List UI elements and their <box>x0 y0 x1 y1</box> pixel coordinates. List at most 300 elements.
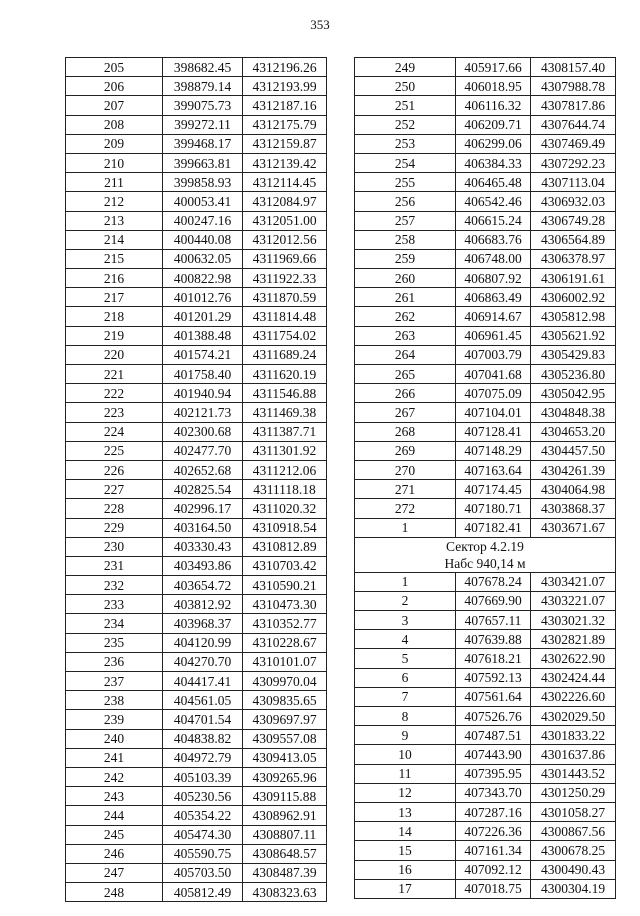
table-row <box>66 537 327 556</box>
y-coordinate: 4309697.97 <box>243 710 327 729</box>
point-number: 10 <box>355 745 456 764</box>
coordinates-table-left <box>65 57 327 902</box>
table-row <box>355 422 616 441</box>
point-number: 216 <box>66 269 163 288</box>
point-number: 235 <box>66 633 163 652</box>
y-coordinate: 4311118.18 <box>243 480 327 499</box>
y-coordinate: 4309115.88 <box>243 787 327 806</box>
point-number: 230 <box>66 537 163 556</box>
point-number: 254 <box>355 153 456 172</box>
table-row <box>355 384 616 403</box>
x-coordinate: 400632.05 <box>163 249 243 268</box>
table-row <box>355 630 616 649</box>
y-coordinate: 4311301.92 <box>243 441 327 460</box>
table-row <box>355 288 616 307</box>
point-number: 239 <box>66 710 163 729</box>
table-row <box>66 153 327 172</box>
x-coordinate: 405354.22 <box>163 806 243 825</box>
table-row <box>355 326 616 345</box>
y-coordinate: 4305236.80 <box>531 365 616 384</box>
y-coordinate: 4310473.30 <box>243 595 327 614</box>
table-row <box>66 806 327 825</box>
table-row <box>66 384 327 403</box>
x-coordinate: 401574.21 <box>163 345 243 364</box>
y-coordinate: 4302821.89 <box>531 630 616 649</box>
table-row <box>355 365 616 384</box>
y-coordinate: 4310918.54 <box>243 518 327 537</box>
point-number: 212 <box>66 192 163 211</box>
y-coordinate: 4312114.45 <box>243 173 327 192</box>
point-number: 245 <box>66 825 163 844</box>
point-number: 228 <box>66 499 163 518</box>
table-row <box>355 441 616 460</box>
table-row <box>66 614 327 633</box>
table-row <box>355 307 616 326</box>
point-number: 227 <box>66 480 163 499</box>
y-coordinate: 4311620.19 <box>243 365 327 384</box>
x-coordinate: 403330.43 <box>163 537 243 556</box>
point-number: 252 <box>355 115 456 134</box>
y-coordinate: 4310101.07 <box>243 652 327 671</box>
point-number: 207 <box>66 96 163 115</box>
table-row <box>66 691 327 710</box>
y-coordinate: 4312051.00 <box>243 211 327 230</box>
y-coordinate: 4311546.88 <box>243 384 327 403</box>
y-coordinate: 4312175.79 <box>243 115 327 134</box>
point-number: 251 <box>355 96 456 115</box>
table-row <box>355 499 616 518</box>
y-coordinate: 4304261.39 <box>531 460 616 479</box>
y-coordinate: 4304457.50 <box>531 441 616 460</box>
y-coordinate: 4308807.11 <box>243 825 327 844</box>
table-row <box>355 783 616 802</box>
table-row <box>66 288 327 307</box>
table-row <box>355 802 616 821</box>
table-row <box>355 96 616 115</box>
table-row <box>66 403 327 422</box>
table-row <box>66 211 327 230</box>
x-coordinate: 407003.79 <box>456 345 531 364</box>
y-coordinate: 4311469.38 <box>243 403 327 422</box>
y-coordinate: 4302226.60 <box>531 687 616 706</box>
table-row <box>355 591 616 610</box>
y-coordinate: 4310812.89 <box>243 537 327 556</box>
x-coordinate: 406299.06 <box>456 134 531 153</box>
x-coordinate: 406615.24 <box>456 211 531 230</box>
y-coordinate: 4312196.26 <box>243 58 327 77</box>
x-coordinate: 403812.92 <box>163 595 243 614</box>
point-number: 241 <box>66 748 163 767</box>
point-number: 3 <box>355 611 456 630</box>
point-number: 7 <box>355 687 456 706</box>
y-coordinate: 4312187.16 <box>243 96 327 115</box>
x-coordinate: 402825.54 <box>163 480 243 499</box>
y-coordinate: 4300304.19 <box>531 879 616 898</box>
point-number: 264 <box>355 345 456 364</box>
page-number: 353 <box>310 17 330 32</box>
x-coordinate: 407592.13 <box>456 668 531 687</box>
point-number: 5 <box>355 649 456 668</box>
x-coordinate: 407161.34 <box>456 841 531 860</box>
point-number: 206 <box>66 77 163 96</box>
point-number: 247 <box>66 863 163 882</box>
x-coordinate: 402652.68 <box>163 460 243 479</box>
table-row <box>66 825 327 844</box>
x-coordinate: 399468.17 <box>163 134 243 153</box>
point-number: 16 <box>355 860 456 879</box>
table-row <box>66 748 327 767</box>
x-coordinate: 406748.00 <box>456 249 531 268</box>
table-row <box>66 844 327 863</box>
y-coordinate: 4304064.98 <box>531 480 616 499</box>
point-number: 219 <box>66 326 163 345</box>
x-coordinate: 402996.17 <box>163 499 243 518</box>
point-number: 6 <box>355 668 456 687</box>
table-row <box>355 77 616 96</box>
y-coordinate: 4309835.65 <box>243 691 327 710</box>
x-coordinate: 404972.79 <box>163 748 243 767</box>
point-number: 242 <box>66 767 163 786</box>
x-coordinate: 401201.29 <box>163 307 243 326</box>
x-coordinate: 405812.49 <box>163 883 243 902</box>
table-row <box>66 173 327 192</box>
table-row <box>66 883 327 902</box>
table-row <box>355 687 616 706</box>
point-number: 1 <box>355 518 456 537</box>
table-row <box>66 134 327 153</box>
x-coordinate: 407104.01 <box>456 403 531 422</box>
y-coordinate: 4308962.91 <box>243 806 327 825</box>
table-row <box>355 745 616 764</box>
y-coordinate: 4307988.78 <box>531 77 616 96</box>
x-coordinate: 407180.71 <box>456 499 531 518</box>
point-number: 11 <box>355 764 456 783</box>
x-coordinate: 401758.40 <box>163 365 243 384</box>
point-number: 265 <box>355 365 456 384</box>
x-coordinate: 406683.76 <box>456 230 531 249</box>
x-coordinate: 405703.50 <box>163 863 243 882</box>
x-coordinate: 406961.45 <box>456 326 531 345</box>
table-row <box>66 345 327 364</box>
table-row <box>66 58 327 77</box>
point-number: 205 <box>66 58 163 77</box>
y-coordinate: 4312139.42 <box>243 153 327 172</box>
x-coordinate: 405474.30 <box>163 825 243 844</box>
y-coordinate: 4300678.25 <box>531 841 616 860</box>
table-row <box>355 649 616 668</box>
x-coordinate: 407669.90 <box>456 591 531 610</box>
y-coordinate: 4310703.42 <box>243 556 327 575</box>
table-row <box>355 726 616 745</box>
point-number: 270 <box>355 460 456 479</box>
x-coordinate: 403968.37 <box>163 614 243 633</box>
table-row <box>66 249 327 268</box>
table-row <box>355 211 616 230</box>
x-coordinate: 407395.95 <box>456 764 531 783</box>
point-number: 238 <box>66 691 163 710</box>
point-number: 213 <box>66 211 163 230</box>
point-number: 9 <box>355 726 456 745</box>
table-row <box>355 822 616 841</box>
y-coordinate: 4301443.52 <box>531 764 616 783</box>
table-row <box>66 422 327 441</box>
y-coordinate: 4303021.32 <box>531 611 616 630</box>
y-coordinate: 4311922.33 <box>243 269 327 288</box>
table-row <box>355 345 616 364</box>
x-coordinate: 401388.48 <box>163 326 243 345</box>
point-number: 233 <box>66 595 163 614</box>
x-coordinate: 407128.41 <box>456 422 531 441</box>
x-coordinate: 404701.54 <box>163 710 243 729</box>
table-row <box>66 652 327 671</box>
point-number: 222 <box>66 384 163 403</box>
x-coordinate: 407163.64 <box>456 460 531 479</box>
point-number: 262 <box>355 307 456 326</box>
x-coordinate: 405103.39 <box>163 767 243 786</box>
table-row <box>66 365 327 384</box>
point-number: 269 <box>355 441 456 460</box>
table-row <box>355 58 616 77</box>
point-number: 250 <box>355 77 456 96</box>
y-coordinate: 4311754.02 <box>243 326 327 345</box>
y-coordinate: 4312159.87 <box>243 134 327 153</box>
point-number: 257 <box>355 211 456 230</box>
table-row <box>355 153 616 172</box>
point-number: 249 <box>355 58 456 77</box>
section-title: Сектор 4.2.19 <box>446 538 524 554</box>
x-coordinate: 407657.11 <box>456 611 531 630</box>
y-coordinate: 4301637.86 <box>531 745 616 764</box>
x-coordinate: 406209.71 <box>456 115 531 134</box>
table-row <box>355 230 616 249</box>
y-coordinate: 4308487.39 <box>243 863 327 882</box>
point-number: 2 <box>355 591 456 610</box>
x-coordinate: 400440.08 <box>163 230 243 249</box>
y-coordinate: 4308648.57 <box>243 844 327 863</box>
point-number: 17 <box>355 879 456 898</box>
table-row <box>66 326 327 345</box>
table-row <box>355 764 616 783</box>
y-coordinate: 4312193.99 <box>243 77 327 96</box>
point-number: 258 <box>355 230 456 249</box>
table-row <box>66 595 327 614</box>
table-row <box>355 480 616 499</box>
y-coordinate: 4311814.48 <box>243 307 327 326</box>
table-row <box>66 230 327 249</box>
y-coordinate: 4311969.66 <box>243 249 327 268</box>
y-coordinate: 4306564.89 <box>531 230 616 249</box>
point-number: 260 <box>355 269 456 288</box>
point-number: 263 <box>355 326 456 345</box>
y-coordinate: 4305429.83 <box>531 345 616 364</box>
x-coordinate: 399858.93 <box>163 173 243 192</box>
y-coordinate: 4308323.63 <box>243 883 327 902</box>
x-coordinate: 407487.51 <box>456 726 531 745</box>
x-coordinate: 406018.95 <box>456 77 531 96</box>
y-coordinate: 4301250.29 <box>531 783 616 802</box>
point-number: 266 <box>355 384 456 403</box>
point-number: 1 <box>355 572 456 591</box>
x-coordinate: 407343.70 <box>456 783 531 802</box>
table-row <box>355 518 616 537</box>
table-row <box>66 518 327 537</box>
point-number: 267 <box>355 403 456 422</box>
x-coordinate: 400247.16 <box>163 211 243 230</box>
y-coordinate: 4306932.03 <box>531 192 616 211</box>
table-row <box>355 879 616 898</box>
table-row <box>66 710 327 729</box>
x-coordinate: 402300.68 <box>163 422 243 441</box>
y-coordinate: 4305621.92 <box>531 326 616 345</box>
point-number: 217 <box>66 288 163 307</box>
y-coordinate: 4311387.71 <box>243 422 327 441</box>
point-number: 223 <box>66 403 163 422</box>
x-coordinate: 402121.73 <box>163 403 243 422</box>
y-coordinate: 4309557.08 <box>243 729 327 748</box>
y-coordinate: 4311689.24 <box>243 345 327 364</box>
y-coordinate: 4312084.97 <box>243 192 327 211</box>
table-row <box>355 249 616 268</box>
x-coordinate: 403654.72 <box>163 576 243 595</box>
table-row <box>355 269 616 288</box>
y-coordinate: 4306191.61 <box>531 269 616 288</box>
table-row <box>66 480 327 499</box>
x-coordinate: 403164.50 <box>163 518 243 537</box>
x-coordinate: 407092.12 <box>456 860 531 879</box>
table-row <box>66 556 327 575</box>
y-coordinate: 4311212.06 <box>243 460 327 479</box>
y-coordinate: 4311870.59 <box>243 288 327 307</box>
point-number: 209 <box>66 134 163 153</box>
point-number: 224 <box>66 422 163 441</box>
x-coordinate: 407174.45 <box>456 480 531 499</box>
table-row <box>355 403 616 422</box>
table-row <box>355 192 616 211</box>
y-coordinate: 4309413.05 <box>243 748 327 767</box>
table-row <box>66 863 327 882</box>
x-coordinate: 398682.45 <box>163 58 243 77</box>
table-row <box>66 729 327 748</box>
y-coordinate: 4301058.27 <box>531 802 616 821</box>
y-coordinate: 4307292.23 <box>531 153 616 172</box>
y-coordinate: 4310352.77 <box>243 614 327 633</box>
point-number: 272 <box>355 499 456 518</box>
x-coordinate: 405590.75 <box>163 844 243 863</box>
point-number: 243 <box>66 787 163 806</box>
y-coordinate: 4301833.22 <box>531 726 616 745</box>
point-number: 220 <box>66 345 163 364</box>
y-coordinate: 4303221.07 <box>531 591 616 610</box>
table-row <box>355 611 616 630</box>
y-coordinate: 4306749.28 <box>531 211 616 230</box>
point-number: 240 <box>66 729 163 748</box>
x-coordinate: 407287.16 <box>456 802 531 821</box>
point-number: 271 <box>355 480 456 499</box>
y-coordinate: 4306002.92 <box>531 288 616 307</box>
table-row <box>355 841 616 860</box>
x-coordinate: 399663.81 <box>163 153 243 172</box>
y-coordinate: 4305042.95 <box>531 384 616 403</box>
table-row <box>66 787 327 806</box>
y-coordinate: 4302622.90 <box>531 649 616 668</box>
x-coordinate: 406863.49 <box>456 288 531 307</box>
x-coordinate: 401940.94 <box>163 384 243 403</box>
x-coordinate: 406914.67 <box>456 307 531 326</box>
coordinates-table-right <box>354 57 616 899</box>
y-coordinate: 4308157.40 <box>531 58 616 77</box>
table-row <box>66 499 327 518</box>
table-row <box>355 707 616 726</box>
table-row <box>66 441 327 460</box>
x-coordinate: 403493.86 <box>163 556 243 575</box>
y-coordinate: 4310228.67 <box>243 633 327 652</box>
point-number: 13 <box>355 802 456 821</box>
x-coordinate: 405230.56 <box>163 787 243 806</box>
x-coordinate: 407678.24 <box>456 572 531 591</box>
table-row <box>355 572 616 591</box>
x-coordinate: 407618.21 <box>456 649 531 668</box>
x-coordinate: 405917.66 <box>456 58 531 77</box>
y-coordinate: 4306378.97 <box>531 249 616 268</box>
x-coordinate: 407018.75 <box>456 879 531 898</box>
point-number: 255 <box>355 173 456 192</box>
x-coordinate: 407443.90 <box>456 745 531 764</box>
point-number: 225 <box>66 441 163 460</box>
y-coordinate: 4305812.98 <box>531 307 616 326</box>
y-coordinate: 4309265.96 <box>243 767 327 786</box>
y-coordinate: 4312012.56 <box>243 230 327 249</box>
x-coordinate: 407041.68 <box>456 365 531 384</box>
x-coordinate: 406465.48 <box>456 173 531 192</box>
point-number: 4 <box>355 630 456 649</box>
table-row <box>66 633 327 652</box>
point-number: 218 <box>66 307 163 326</box>
point-number: 15 <box>355 841 456 860</box>
x-coordinate: 407148.29 <box>456 441 531 460</box>
point-number: 231 <box>66 556 163 575</box>
table-row <box>355 173 616 192</box>
point-number: 229 <box>66 518 163 537</box>
y-coordinate: 4300867.56 <box>531 822 616 841</box>
point-number: 12 <box>355 783 456 802</box>
x-coordinate: 404417.41 <box>163 672 243 691</box>
x-coordinate: 407182.41 <box>456 518 531 537</box>
x-coordinate: 400822.98 <box>163 269 243 288</box>
section-header <box>355 537 616 572</box>
y-coordinate: 4307644.74 <box>531 115 616 134</box>
x-coordinate: 407075.09 <box>456 384 531 403</box>
table-row <box>355 668 616 687</box>
table-row <box>355 460 616 479</box>
y-coordinate: 4304653.20 <box>531 422 616 441</box>
point-number: 253 <box>355 134 456 153</box>
x-coordinate: 407561.64 <box>456 687 531 706</box>
point-number: 256 <box>355 192 456 211</box>
y-coordinate: 4303868.37 <box>531 499 616 518</box>
y-coordinate: 4304848.38 <box>531 403 616 422</box>
point-number: 221 <box>66 365 163 384</box>
x-coordinate: 401012.76 <box>163 288 243 307</box>
point-number: 248 <box>66 883 163 902</box>
y-coordinate: 4307469.49 <box>531 134 616 153</box>
section-header-row <box>355 537 616 572</box>
y-coordinate: 4302424.44 <box>531 668 616 687</box>
x-coordinate: 399075.73 <box>163 96 243 115</box>
point-number: 268 <box>355 422 456 441</box>
point-number: 234 <box>66 614 163 633</box>
table-row <box>355 860 616 879</box>
point-number: 237 <box>66 672 163 691</box>
